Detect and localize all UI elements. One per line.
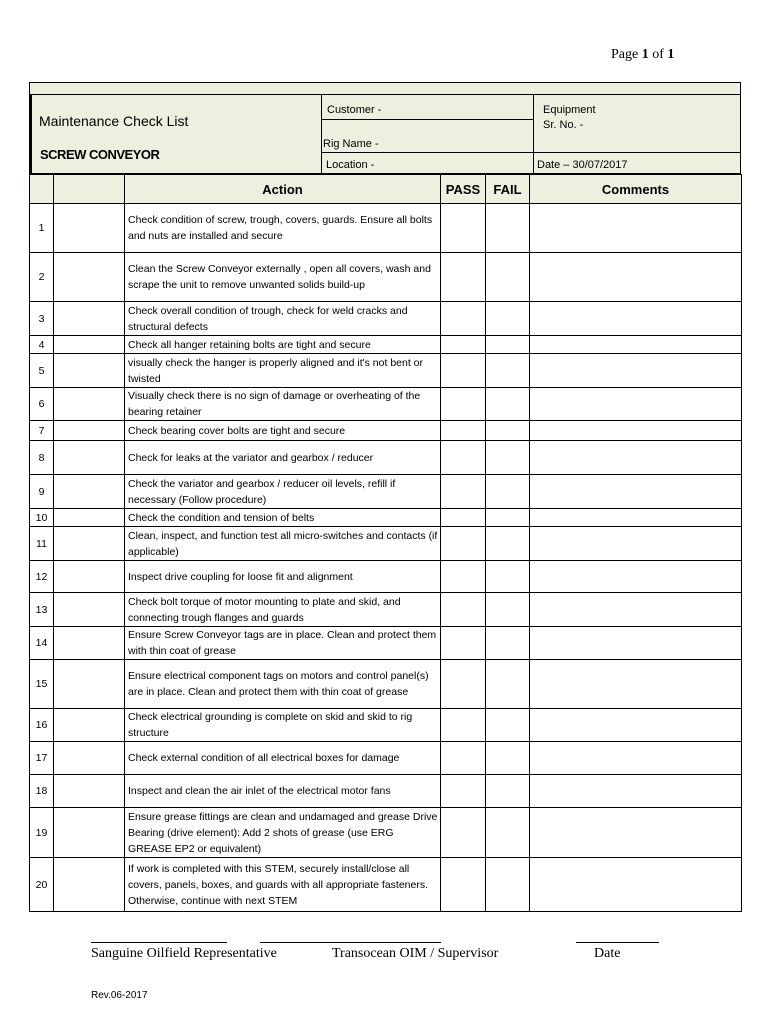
fail-cell[interactable] bbox=[486, 421, 530, 441]
table-row bbox=[30, 204, 742, 253]
blank-cell bbox=[54, 354, 125, 388]
equipment-name: SCREW CONVEYOR bbox=[40, 147, 160, 162]
action-text: Ensure grease fittings are clean and undamaged and grease Drive Bearing (drive element): Add 2 shots of grease (use ERG GREASE EP2 or equivalent) bbox=[125, 808, 441, 858]
page-title: Maintenance Check List bbox=[39, 113, 189, 129]
table-row bbox=[30, 421, 742, 441]
blank-cell bbox=[54, 627, 125, 660]
row-number: 2 bbox=[30, 253, 54, 302]
row-number: 3 bbox=[30, 302, 54, 336]
table-row bbox=[30, 527, 742, 561]
fail-cell[interactable] bbox=[486, 441, 530, 475]
pass-cell[interactable] bbox=[441, 253, 486, 302]
comments-cell[interactable] bbox=[530, 593, 742, 627]
blank-cell bbox=[54, 660, 125, 709]
blank-cell bbox=[54, 858, 125, 912]
pass-cell[interactable] bbox=[441, 627, 486, 660]
row-number: 19 bbox=[30, 808, 54, 858]
comments-cell[interactable] bbox=[530, 509, 742, 527]
action-column-header: Action bbox=[125, 175, 441, 204]
row-number: 8 bbox=[30, 441, 54, 475]
fail-cell[interactable] bbox=[486, 527, 530, 561]
table-row bbox=[30, 388, 742, 421]
action-text: Clean the Screw Conveyor externally , open all covers, wash and scrape the unit to remove unwanted solids build-up bbox=[125, 253, 441, 302]
blank-cell bbox=[54, 561, 125, 593]
blank-cell bbox=[54, 742, 125, 775]
action-text: Inspect drive coupling for loose fit and alignment bbox=[125, 561, 441, 593]
table-row bbox=[30, 593, 742, 627]
row-number: 15 bbox=[30, 660, 54, 709]
comments-cell[interactable] bbox=[530, 561, 742, 593]
header-divider bbox=[533, 95, 534, 174]
row-number: 14 bbox=[30, 627, 54, 660]
table-row bbox=[30, 354, 742, 388]
action-text: Check the variator and gearbox / reducer oil levels, refill if necessary (Follow procedure) bbox=[125, 475, 441, 509]
fail-cell[interactable] bbox=[486, 302, 530, 336]
pass-cell[interactable] bbox=[441, 660, 486, 709]
row-number: 20 bbox=[30, 858, 54, 912]
fail-cell[interactable] bbox=[486, 660, 530, 709]
blank-cell bbox=[54, 808, 125, 858]
pass-cell[interactable] bbox=[441, 204, 486, 253]
equipment-field: Equipment bbox=[543, 104, 596, 116]
comments-cell[interactable] bbox=[530, 204, 742, 253]
header-rule bbox=[322, 152, 741, 153]
date-signature-label: Date bbox=[594, 946, 621, 961]
comments-cell[interactable] bbox=[530, 475, 742, 509]
action-text: Check bolt torque of motor mounting to plate and skid, and connecting trough flanges and guards bbox=[125, 593, 441, 627]
row-number: 18 bbox=[30, 775, 54, 808]
pass-cell[interactable] bbox=[441, 593, 486, 627]
comments-cell[interactable] bbox=[530, 388, 742, 421]
action-text: Clean, inspect, and function test all micro-switches and contacts (if applicable) bbox=[125, 527, 441, 561]
comments-cell[interactable] bbox=[530, 808, 742, 858]
serial-number-field: Sr. No. - bbox=[543, 119, 584, 131]
row-number: 13 bbox=[30, 593, 54, 627]
blank-cell bbox=[54, 388, 125, 421]
blank-cell bbox=[54, 475, 125, 509]
action-text: Ensure electrical component tags on motors and control panel(s) are in place. Clean and protect them with thin coat of grease bbox=[125, 660, 441, 709]
blank-cell bbox=[54, 302, 125, 336]
fail-cell[interactable] bbox=[486, 561, 530, 593]
comments-cell[interactable] bbox=[530, 742, 742, 775]
table-row bbox=[30, 253, 742, 302]
pass-cell[interactable] bbox=[441, 858, 486, 912]
action-text: Visually check there is no sign of damage or overheating of the bearing retainer bbox=[125, 388, 441, 421]
comments-cell[interactable] bbox=[530, 336, 742, 354]
row-number: 7 bbox=[30, 421, 54, 441]
pass-cell[interactable] bbox=[441, 302, 486, 336]
rig-name-field: Rig Name - bbox=[323, 138, 379, 150]
fail-cell[interactable] bbox=[486, 775, 530, 808]
pass-cell[interactable] bbox=[441, 509, 486, 527]
date-field: Date – 30/07/2017 bbox=[537, 159, 628, 171]
pass-cell[interactable] bbox=[441, 742, 486, 775]
comments-cell[interactable] bbox=[530, 627, 742, 660]
table-row bbox=[30, 709, 742, 742]
fail-cell[interactable] bbox=[486, 593, 530, 627]
header-top-strip bbox=[30, 83, 740, 95]
table-row bbox=[30, 441, 742, 475]
comments-column-header: Comments bbox=[530, 175, 742, 204]
action-text: Ensure Screw Conveyor tags are in place. Clean and protect them with thin coat of grease bbox=[125, 627, 441, 660]
blank-cell bbox=[54, 593, 125, 627]
action-text: Check electrical grounding is complete on skid and skid to rig structure bbox=[125, 709, 441, 742]
table-row bbox=[30, 808, 742, 858]
action-text: Check bearing cover bolts are tight and secure bbox=[125, 421, 441, 441]
table-row bbox=[30, 336, 742, 354]
pass-cell[interactable] bbox=[441, 388, 486, 421]
comments-cell[interactable] bbox=[530, 660, 742, 709]
table-row bbox=[30, 302, 742, 336]
location-field: Location - bbox=[326, 159, 375, 171]
action-text: Check for leaks at the variator and gearbox / reducer bbox=[125, 441, 441, 475]
pass-cell[interactable] bbox=[441, 808, 486, 858]
fail-cell[interactable] bbox=[486, 709, 530, 742]
blank-column-header bbox=[54, 175, 125, 204]
checklist-table bbox=[29, 174, 742, 912]
blank-cell bbox=[54, 527, 125, 561]
comments-cell[interactable] bbox=[530, 253, 742, 302]
comments-cell[interactable] bbox=[530, 775, 742, 808]
row-number: 11 bbox=[30, 527, 54, 561]
fail-cell[interactable] bbox=[486, 808, 530, 858]
pass-cell[interactable] bbox=[441, 421, 486, 441]
customer-field: Customer - bbox=[327, 104, 382, 116]
fail-cell[interactable] bbox=[486, 509, 530, 527]
blank-cell bbox=[54, 421, 125, 441]
oim-signature-label: Transocean OIM / Supervisor bbox=[332, 946, 499, 961]
fail-cell[interactable] bbox=[486, 388, 530, 421]
pass-cell[interactable] bbox=[441, 527, 486, 561]
pass-cell[interactable] bbox=[441, 775, 486, 808]
blank-cell bbox=[54, 336, 125, 354]
row-number: 10 bbox=[30, 509, 54, 527]
row-number: 16 bbox=[30, 709, 54, 742]
comments-cell[interactable] bbox=[530, 858, 742, 912]
pass-cell[interactable] bbox=[441, 561, 486, 593]
fail-cell[interactable] bbox=[486, 204, 530, 253]
row-number: 17 bbox=[30, 742, 54, 775]
pass-cell[interactable] bbox=[441, 354, 486, 388]
rep-signature-line bbox=[91, 942, 227, 943]
rep-signature-label: Sanguine Oilfield Representative bbox=[91, 946, 277, 961]
row-number: 6 bbox=[30, 388, 54, 421]
table-row bbox=[30, 775, 742, 808]
comments-cell[interactable] bbox=[530, 421, 742, 441]
header-title-cell bbox=[30, 95, 322, 174]
fail-cell[interactable] bbox=[486, 354, 530, 388]
comments-cell[interactable] bbox=[530, 527, 742, 561]
header-rule bbox=[322, 119, 533, 120]
blank-cell bbox=[54, 775, 125, 808]
blank-cell bbox=[54, 441, 125, 475]
table-row bbox=[30, 509, 742, 527]
pass-column-header: PASS bbox=[441, 175, 486, 204]
action-text: Check condition of screw, trough, covers, guards. Ensure all bolts and nuts are installed and secure bbox=[125, 204, 441, 253]
table-row bbox=[30, 660, 742, 709]
action-text: Check the condition and tension of belts bbox=[125, 509, 441, 527]
table-header-row bbox=[30, 175, 742, 204]
number-column-header bbox=[30, 175, 54, 204]
date-signature-line bbox=[576, 942, 659, 943]
row-number: 9 bbox=[30, 475, 54, 509]
table-row bbox=[30, 561, 742, 593]
fail-cell[interactable] bbox=[486, 253, 530, 302]
fail-cell[interactable] bbox=[486, 858, 530, 912]
checklist-header bbox=[29, 82, 741, 174]
oim-signature-line bbox=[260, 942, 441, 943]
pass-cell[interactable] bbox=[441, 475, 486, 509]
action-text: Check external condition of all electrical boxes for damage bbox=[125, 742, 441, 775]
blank-cell bbox=[54, 204, 125, 253]
row-number: 5 bbox=[30, 354, 54, 388]
row-number: 12 bbox=[30, 561, 54, 593]
blank-cell bbox=[54, 509, 125, 527]
pass-cell[interactable] bbox=[441, 441, 486, 475]
table-row bbox=[30, 627, 742, 660]
action-text: Check overall condition of trough, check for weld cracks and structural defects bbox=[125, 302, 441, 336]
blank-cell bbox=[54, 709, 125, 742]
table-row bbox=[30, 858, 742, 912]
page-number: Page 1 of 1 bbox=[611, 47, 675, 62]
action-text: Inspect and clean the air inlet of the electrical motor fans bbox=[125, 775, 441, 808]
pass-cell[interactable] bbox=[441, 336, 486, 354]
blank-cell bbox=[54, 253, 125, 302]
row-number: 4 bbox=[30, 336, 54, 354]
action-text: visually check the hanger is properly aligned and it's not bent or twisted bbox=[125, 354, 441, 388]
fail-column-header: FAIL bbox=[486, 175, 530, 204]
fail-cell[interactable] bbox=[486, 627, 530, 660]
revision-label: Rev.06-2017 bbox=[91, 990, 148, 1001]
table-row bbox=[30, 475, 742, 509]
fail-cell[interactable] bbox=[486, 742, 530, 775]
pass-cell[interactable] bbox=[441, 709, 486, 742]
comments-cell[interactable] bbox=[530, 441, 742, 475]
action-text: If work is completed with this STEM, securely install/close all covers, panels, boxes, and guards with all appropriate fasteners. Otherwise, continue with next STEM bbox=[125, 858, 441, 912]
fail-cell[interactable] bbox=[486, 336, 530, 354]
row-number: 1 bbox=[30, 204, 54, 253]
fail-cell[interactable] bbox=[486, 475, 530, 509]
comments-cell[interactable] bbox=[530, 354, 742, 388]
table-row bbox=[30, 742, 742, 775]
comments-cell[interactable] bbox=[530, 302, 742, 336]
action-text: Check all hanger retaining bolts are tight and secure bbox=[125, 336, 441, 354]
comments-cell[interactable] bbox=[530, 709, 742, 742]
